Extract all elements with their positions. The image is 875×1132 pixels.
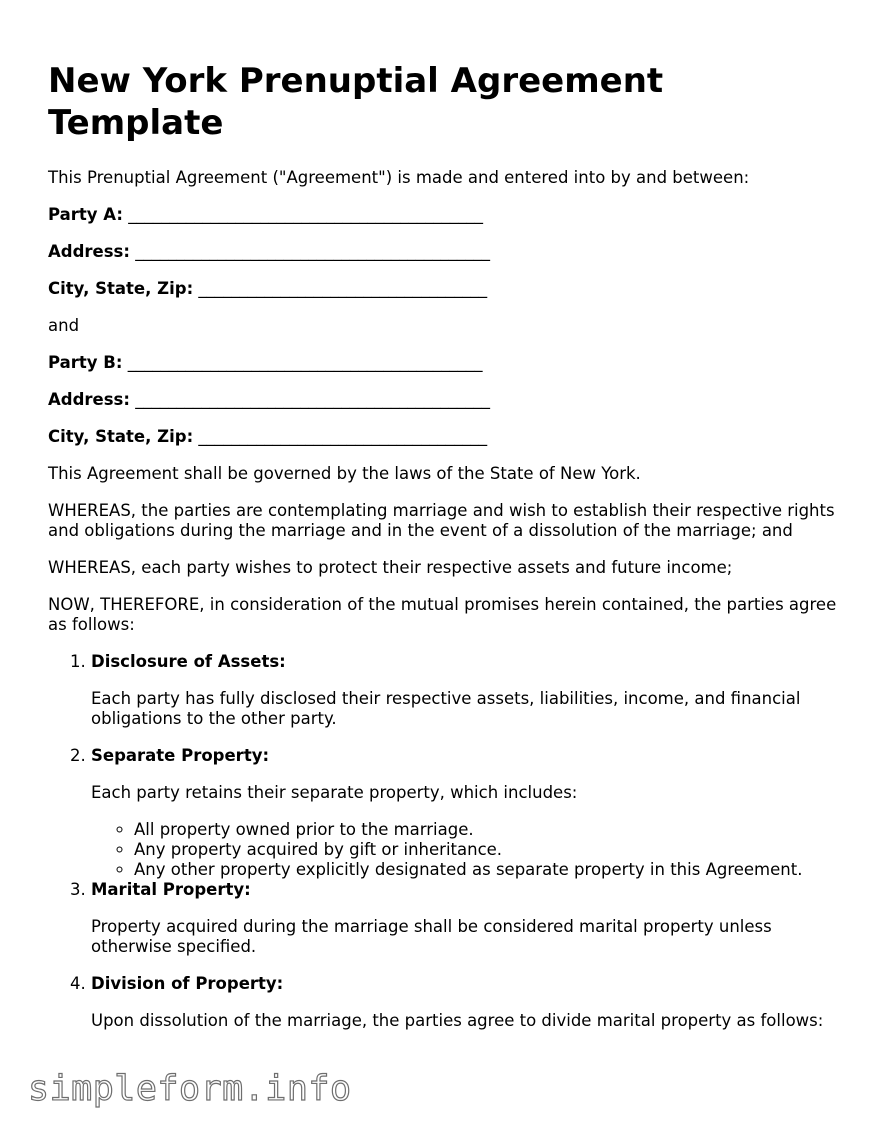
party-a-address-label: Address: [48,242,130,261]
party-b-name-line [48,353,838,373]
document-page [48,60,838,1048]
party-b-address-line [48,390,838,410]
watermark-text: simpleform.info [28,1069,352,1109]
party-b-city-label: City, State, Zip: [48,427,194,446]
section-body: Upon dissolution of the marriage, the parties agree to divide marital property as follows: [91,1011,824,1030]
whereas-paragraph-1: WHEREAS, the parties are contemplating marriage and wish to establish their respective rights and obligations during the marriage and in the event of a dissolution of the marriage; and [48,501,835,540]
party-a-city-line [48,279,838,299]
bullet-item: ◦ All property owned prior to the marriage. [134,820,838,840]
party-a-city-blank: ___________________________________ [198,279,488,298]
whereas-paragraph-2: WHEREAS, each party wishes to protect their respective assets and future income; [48,558,733,577]
party-a-address-line [48,242,838,262]
bullet-item: ◦ Any other property explicitly designated as separate property in this Agreement. [134,860,838,880]
section-body: Each party has fully disclosed their respective assets, liabilities, income, and financial obligations to the other party. [91,689,801,728]
conjunction-text: and [48,316,80,335]
terms-list-item [91,652,838,729]
section-title: 4. Division of Property: [91,974,284,993]
party-a-name-blank: ___________________________________________ [128,205,483,224]
party-b-name-blank: ___________________________________________ [127,353,483,372]
section-title: 2. Separate Property: [91,746,270,765]
bullet-item: ◦ Any property acquired by gift or inheritance. [134,840,838,860]
party-b-name-label: Party B: [48,353,123,372]
terms-list-item [91,746,838,880]
governing-law-paragraph: This Agreement shall be governed by the laws of the State of New York. [48,464,641,483]
section-title: 3. Marital Property: [91,880,251,899]
terms-list-item [91,880,838,957]
party-a-name-line [48,205,838,225]
now-therefore-paragraph: NOW, THEREFORE, in consideration of the mutual promises herein contained, the parties agree as follows: [48,595,837,634]
section-body: Property acquired during the marriage shall be considered marital property unless otherwise specified. [91,917,772,956]
document-title: New York Prenuptial Agreement Template [48,61,664,143]
terms-list [48,652,838,1031]
intro-paragraph: This Prenuptial Agreement ("Agreement") is made and entered into by and between: [48,168,750,187]
terms-list-item [91,974,838,1031]
party-b-address-blank: ___________________________________________ [135,390,490,409]
party-a-name-label: Party A: [48,205,123,224]
party-b-address-label: Address: [48,390,130,409]
party-a-city-label: City, State, Zip: [48,279,194,298]
party-a-address-blank: ___________________________________________ [135,242,490,261]
party-b-city-line [48,427,838,447]
party-b-city-blank: ___________________________________ [198,427,488,446]
section-body: Each party retains their separate property, which includes: [91,783,578,802]
separate-property-list [91,820,838,880]
section-title: 1. Disclosure of Assets: [91,652,286,671]
